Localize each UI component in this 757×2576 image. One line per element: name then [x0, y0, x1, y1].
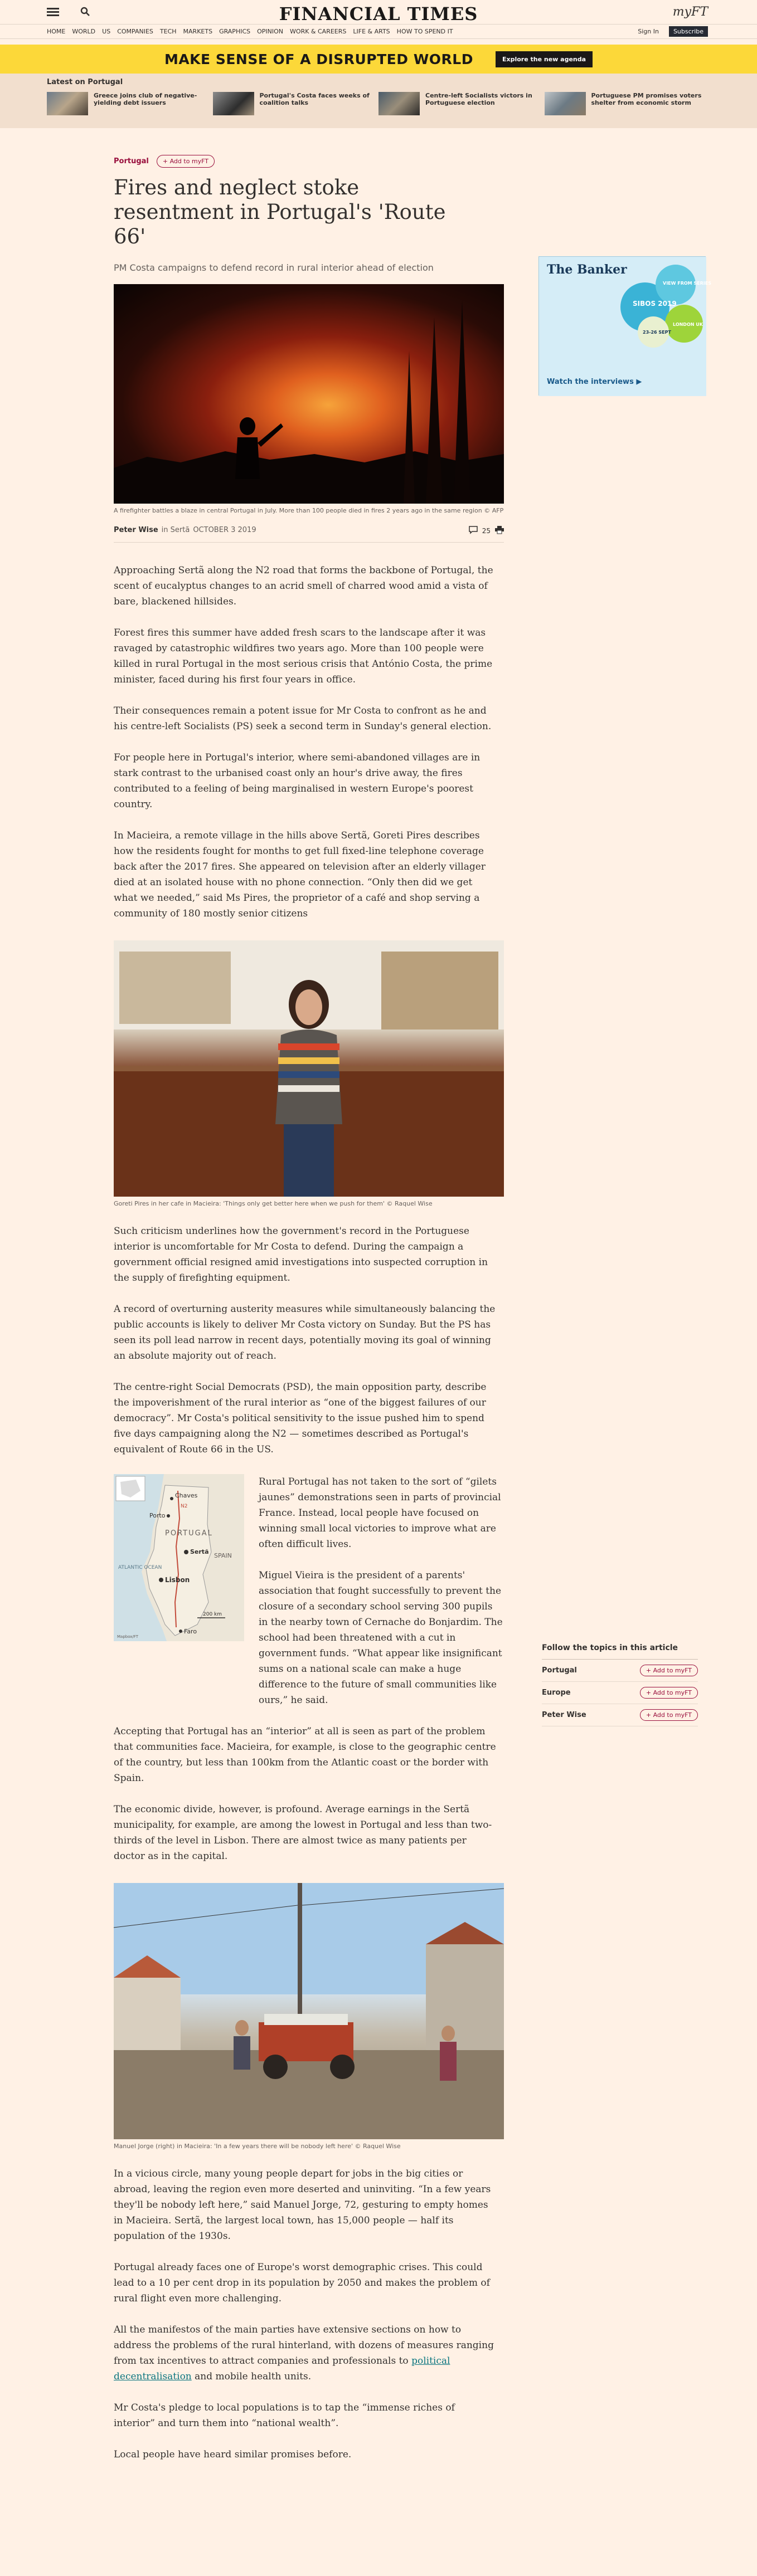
ad-badge: VIEW FROM SERIES — [663, 281, 712, 286]
hero-caption: A firefighter battles a blaze in central Portugal in July. More than 100 people died in fires 2 years ago in the same region © AFP — [114, 507, 504, 514]
byline — [114, 526, 504, 543]
village-photo — [114, 1883, 504, 2139]
political-decentralisation-link[interactable]: political decentralisation — [114, 2355, 450, 2382]
publish-date: OCTOBER 3 2019 — [193, 526, 256, 534]
cafe-caption: Goreti Pires in her cafe in Macieira: 'Things only get better here when we push for them' © Raquel Wise — [114, 1200, 433, 1207]
dateline-location: in Sertã — [161, 526, 190, 534]
nav-how-to-spend-it[interactable]: HOW TO SPEND IT — [396, 28, 453, 35]
map-label-spain: SPAIN — [214, 1552, 232, 1559]
cafe-figure — [114, 940, 504, 1208]
nav-markets[interactable]: MARKETS — [183, 28, 213, 35]
paragraph-text: and mobile health units. — [191, 2371, 312, 2382]
map-label-faro: Faro — [184, 1628, 197, 1635]
promo-banner-text: MAKE SENSE OF A DISRUPTED WORLD — [164, 51, 473, 67]
portugal-map — [114, 1474, 244, 1641]
paragraph: Their consequences remain a potent issue for Mr Costa to confront as he and his centre-left Socialists (PS) seek a second term in Sunday's general election. — [114, 705, 492, 732]
paragraph: Accepting that Portugal has an “interior” at all is seen as part of the problem that communities face. Macieira, for example, is close to the geographic centre of the country, but less than 100km from the Atlantic coast or the border with Spain. — [114, 1726, 496, 1784]
paragraph: Miguel Vieira is the president of a parents' association that fought successfully to prevent the closure of a secondary school serving 300 pupils in the nearby town of Cernache do Bonjardim. The school had been threatened with a cut in government funds. “What appear like insignificant sums on a national scale can make a huge difference to the future of small communities like ours,” he said. — [259, 1570, 503, 1706]
article — [0, 128, 757, 2462]
paragraph: Local people have heard similar promises before. — [114, 2449, 352, 2460]
latest-item[interactable] — [378, 92, 545, 115]
latest-title: Latest on Portugal — [47, 78, 123, 86]
paragraph: In a vicious circle, many young people depart for jobs in the big cities or abroad, leaving the region even more deserted and uninviting. “In a few years they'll be nobody left here,” said Manuel Jorge, 72, gesturing to empty homes in Macieira. Sertã, the largest local town, has 15,000 people — half its population of the 1930s. — [114, 2168, 491, 2242]
map-label-atlantic: ATLANTIC OCEAN — [118, 1565, 162, 1570]
map-label-n2: N2 — [181, 1504, 188, 1509]
myft-link[interactable]: myFT — [672, 5, 708, 19]
nav-work-careers[interactable]: WORK & CAREERS — [290, 28, 347, 35]
follow-title: Follow the topics in this article — [542, 1643, 698, 1660]
explore-agenda-button[interactable]: Explore the new agenda — [496, 51, 593, 67]
topic-portugal[interactable]: Portugal — [542, 1666, 577, 1675]
paragraph: Forest fires this summer have added fresh scars to the landscape after it was ravaged by catastrophic wildfires two years ago. More than 100 people were killed in rural Portugal in the most serious crisis that António Costa, the prime minister, faced during his first four years in office. — [114, 627, 493, 685]
latest-thumbnail — [47, 92, 88, 115]
paragraph-text: All the manifestos of the main parties have extensive sections on how to address the problems of the rural hinterland, with dozens of measures ranging from tax incentives to attract companies and professionals to — [114, 2324, 494, 2367]
latest-item-title: Centre-left Socialists victors in Portuguese election — [425, 92, 532, 106]
article-body — [114, 563, 757, 2462]
topic-peter-wise[interactable]: Peter Wise — [542, 1711, 586, 1719]
latest-thumbnail — [213, 92, 254, 115]
map-label-porto: Porto — [149, 1512, 166, 1519]
headline: Fires and neglect stoke resentment in Portugal's 'Route 66' — [114, 175, 446, 248]
latest-item-title: Greece joins club of negative-yielding debt issuers — [94, 92, 197, 106]
nav-home[interactable]: HOME — [47, 28, 66, 35]
hero-image — [114, 284, 504, 504]
topic-europe[interactable]: Europe — [542, 1689, 571, 1697]
top-bar — [0, 0, 757, 25]
map-scale: 200 km — [203, 1612, 222, 1617]
latest-item[interactable] — [213, 92, 379, 115]
paragraph: For people here in Portugal's interior, where semi-abandoned villages are in stark contrast to the urbanised coast only an hour's drive away, the fires contributed to a feeling of being marginalised in western Europe's poorest country. — [114, 752, 481, 810]
paragraph: Such criticism underlines how the government's record in the Portuguese interior is uncomfortable for Mr Costa to defend. During the campaign a government official resigned amid investigations into suspected corruption in the supply of firefighting equipment. — [114, 1226, 488, 1284]
latest-item[interactable] — [47, 92, 213, 115]
add-to-myft-button[interactable]: + Add to myFT — [157, 155, 215, 168]
nav-tech[interactable]: TECH — [159, 28, 177, 35]
map-label-lisbon: Lisbon — [165, 1576, 190, 1584]
map-label-serta: Sertã — [190, 1548, 209, 1555]
paragraph: Mr Costa's pledge to local populations is to tap the “immense riches of interior” and turn them into “national wealth”. — [114, 2402, 455, 2429]
paragraph: The economic divide, however, is profound. Average earnings in the Sertã municipality, for example, are among the lowest in Portugal and less than two-thirds of the level in Lisbon. There are almost twice as many patients per doctor as in the capital. — [114, 1804, 492, 1862]
paragraph: Portugal already faces one of Europe's worst demographic crises. This could lead to a 10 per cent drop in its population by 2050 and makes the problem of rural flight even more challenging. — [114, 2262, 490, 2304]
paragraph: Rural Portugal has not taken to the sort of “gilets jaunes” demonstrations seen in parts of provincial France. Instead, local people have focused on winning small local victories to improve what are often difficult lives. — [259, 1476, 501, 1550]
ad-dates: 23-26 SEPT — [643, 330, 671, 335]
ad-city: LONDON UK — [673, 322, 703, 327]
village-figure — [114, 1883, 504, 2150]
nav-world[interactable]: WORLD — [72, 28, 96, 35]
ad-brand: The Banker — [547, 262, 627, 277]
ad-event: SIBOS 2019 — [633, 300, 677, 308]
paragraph: Approaching Sertã along the N2 road that forms the backbone of Portugal, the scent of eucalyptus changes to an acrid smell of charred wood amid a vista of bare, blackened hillsides. — [114, 565, 493, 607]
add-to-myft-button[interactable]: + Add to myFT — [640, 1709, 698, 1721]
cafe-photo — [114, 940, 504, 1197]
nav-opinion[interactable]: OPINION — [257, 28, 284, 35]
add-to-myft-button[interactable]: + Add to myFT — [640, 1687, 698, 1699]
map-label-chaves: Chaves — [175, 1492, 198, 1499]
latest-item[interactable] — [545, 92, 711, 115]
ad-cta: Watch the interviews ▶ — [547, 378, 642, 386]
nav-life-arts[interactable]: LIFE & ARTS — [353, 28, 390, 35]
paragraph — [114, 2322, 498, 2384]
follow-row — [542, 1660, 698, 1682]
nav-us[interactable]: US — [102, 28, 111, 35]
follow-row — [542, 1704, 698, 1726]
latest-thumbnail — [378, 92, 420, 115]
add-to-myft-button[interactable]: + Add to myFT — [640, 1665, 698, 1676]
paragraph: The centre-right Social Democrats (PSD), the main opposition party, describe the impoverishment of the rural interior as “one of the biggest failures of our democracy”. Mr Costa's political sensitivity to the issue pushed him to spend five days campaigning along the N2 — sometimes described as Portugal's equivalent of Route 66 in the US. — [114, 1382, 487, 1455]
paragraph: A record of overturning austerity measures while simultaneously balancing the public accounts is likely to deliver Mr Costa victory on Sunday. But the PS has seen its poll lead narrow in recent days, potentially moving its goal of winning an absolute majority out of reach. — [114, 1304, 496, 1362]
village-caption: Manuel Jorge (right) in Macieira: 'In a few years there will be nobody left here' © Raquel Wise — [114, 2143, 401, 2150]
latest-thumbnail — [545, 92, 586, 115]
author-link[interactable]: Peter Wise — [114, 526, 158, 534]
map-credit: Mapbox/FT — [117, 1635, 138, 1639]
standfirst: PM Costa campaigns to defend record in rural interior ahead of election — [114, 262, 434, 273]
subscribe-button[interactable]: Subscribe — [669, 26, 708, 37]
topic-tag[interactable]: Portugal — [114, 157, 149, 165]
promo-banner — [0, 45, 757, 74]
latest-item-title: Portugal's Costa faces weeks of coalition talks — [259, 92, 370, 106]
paragraph: In Macieira, a remote village in the hills above Sertã, Goreti Pires describes how the residents fought for months to get full fixed-line telephone coverage back after the 2017 fires. She appeared on television after an elderly villager died at an isolated house with no phone connection. “Only then did we get what we needed,” said Ms Pires, the proprietor of a café and shop serving a community of 180 mostly senior citizens — [114, 830, 486, 919]
comments-icon[interactable] — [469, 526, 478, 535]
ft-logo[interactable]: FINANCIAL TIMES — [279, 3, 478, 25]
comment-count[interactable]: 25 — [482, 526, 491, 535]
follow-row — [542, 1682, 698, 1704]
latest-item-title: Portuguese PM promises voters shelter from economic storm — [591, 92, 702, 106]
sign-in-link[interactable]: Sign In — [638, 28, 659, 35]
banker-advertisement[interactable] — [538, 256, 712, 396]
main-nav — [0, 25, 757, 39]
map-section — [114, 1474, 504, 1708]
latest-on-portugal — [0, 74, 757, 128]
map-label-portugal: PORTUGAL — [165, 1529, 213, 1538]
print-icon[interactable] — [495, 526, 504, 535]
hero-figure — [114, 284, 504, 515]
nav-graphics[interactable]: GRAPHICS — [219, 28, 251, 35]
nav-companies[interactable]: COMPANIES — [117, 28, 153, 35]
follow-topics — [542, 1643, 698, 1726]
